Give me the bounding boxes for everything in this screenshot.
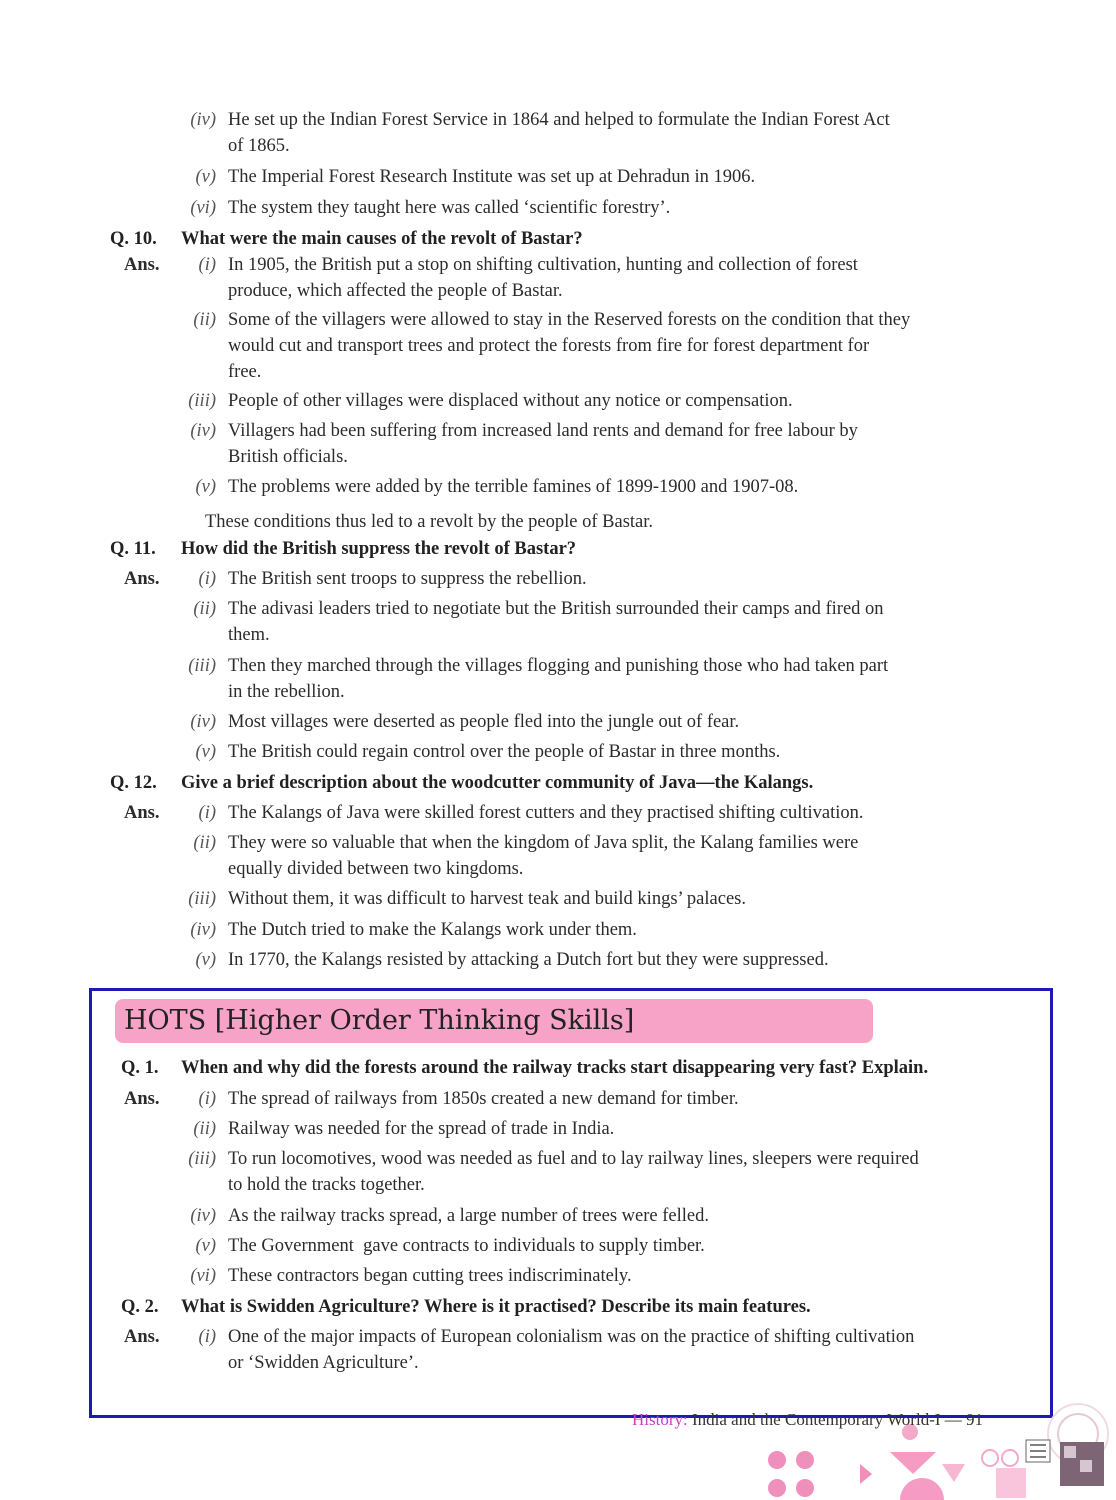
item-text: The spread of railways from 1850s created a new demand for timber.: [228, 1089, 739, 1109]
answer-note: These conditions thus led to a revolt by the people of Bastar.: [205, 512, 654, 532]
item-number: (i): [198, 1089, 216, 1109]
triangle-decoration: [890, 1452, 936, 1474]
item-number: (i): [198, 803, 216, 823]
item-text: He set up the Indian Forest Service in 1864 and helped to formulate the Indian Forest Act of 1865.: [228, 110, 890, 156]
item-text: The British could regain control over the people of Bastar in three months.: [228, 742, 781, 762]
item-number: (i): [198, 1327, 216, 1347]
item-number: (iii): [188, 889, 216, 909]
dot-decoration: [796, 1451, 814, 1469]
item-number: (ii): [193, 310, 216, 330]
answer-label: Ans.: [124, 803, 160, 823]
footer-subject: History:: [632, 1410, 688, 1429]
item-text: The Imperial Forest Research Institute was set up at Dehradun in 1906.: [228, 167, 756, 187]
footer-separator: —: [940, 1410, 967, 1429]
item-number: (iv): [190, 1206, 216, 1226]
item-text: The British sent troops to suppress the rebellion.: [228, 569, 587, 589]
dot-decoration: [796, 1479, 814, 1497]
question-text: What is Swidden Agriculture? Where is it practised? Describe its main features.: [181, 1297, 811, 1317]
item-text: Without them, it was difficult to harvest teak and build kings’ palaces.: [228, 889, 746, 909]
item-number: (v): [195, 477, 216, 497]
item-text: Then they marched through the villages flogging and punishing those who had taken part in the rebellion.: [228, 656, 889, 702]
item-text: In 1905, the British put a stop on shifting cultivation, hunting and collection of forest produce, which affected the people of Bastar.: [228, 255, 858, 301]
answer-label: Ans.: [124, 1089, 160, 1109]
item-number: (i): [198, 255, 216, 275]
item-number: (v): [195, 950, 216, 970]
item-text: The adivasi leaders tried to negotiate but the British surrounded their camps and fired on them.: [228, 599, 884, 645]
item-number: (iii): [188, 1149, 216, 1169]
question-number: Q. 12.: [110, 773, 157, 793]
item-text: One of the major impacts of European colonialism was on the practice of shifting cultivation or ‘Swidden Agriculture’.: [228, 1327, 915, 1373]
item-text: They were so valuable that when the kingdom of Java split, the Kalang families were equally divided between two kingdoms.: [228, 833, 859, 879]
question-text: How did the British suppress the revolt of Bastar?: [181, 539, 577, 559]
item-number: (iii): [188, 656, 216, 676]
item-number: (ii): [193, 599, 216, 619]
item-number: (iv): [190, 712, 216, 732]
item-text: These contractors began cutting trees indiscriminately.: [228, 1266, 632, 1286]
item-text: Railway was needed for the spread of trade in India.: [228, 1119, 615, 1139]
item-number: (v): [195, 1236, 216, 1256]
item-text: The Kalangs of Java were skilled forest cutters and they practised shifting cultivation.: [228, 803, 864, 823]
item-number: (iv): [190, 920, 216, 940]
dot-decoration: [768, 1479, 786, 1497]
item-text: The Government gave contracts to individuals to supply timber.: [228, 1236, 705, 1256]
footer-book-title: India and the Contemporary World-I: [687, 1410, 941, 1429]
question-text: What were the main causes of the revolt of Bastar?: [181, 229, 583, 249]
dot-decoration: [768, 1451, 786, 1469]
question-number: Q. 2.: [121, 1297, 159, 1317]
item-text: To run locomotives, wood was needed as fuel and to lay railway lines, sleepers were required to hold the tracks together.: [228, 1149, 919, 1195]
ring-decoration: [982, 1450, 998, 1466]
item-text: People of other villages were displaced without any notice or compensation.: [228, 391, 793, 411]
item-number: (iv): [190, 421, 216, 441]
item-number: (i): [198, 569, 216, 589]
item-number: (v): [195, 167, 216, 187]
item-number: (v): [195, 742, 216, 762]
triangle-decoration: [860, 1464, 872, 1484]
item-number: (vi): [190, 1266, 216, 1286]
item-text: Some of the villagers were allowed to stay in the Reserved forests on the condition that they would cut and transport trees and protect the forests from fire for forest department for free.: [228, 310, 911, 382]
question-number: Q. 1.: [121, 1058, 159, 1078]
item-text: The system they taught here was called ‘scientific forestry’.: [228, 198, 671, 218]
answer-label: Ans.: [124, 1327, 160, 1347]
question-number: Q. 11.: [110, 539, 156, 559]
item-text: In 1770, the Kalangs resisted by attacking a Dutch fort but they were suppressed.: [228, 950, 829, 970]
item-text: The Dutch tried to make the Kalangs work under them.: [228, 920, 637, 940]
item-number: (vi): [190, 198, 216, 218]
item-text: Most villages were deserted as people fled into the jungle out of fear.: [228, 712, 740, 732]
triangle-decoration: [942, 1464, 965, 1482]
item-text: Villagers had been suffering from increased land rents and demand for free labour by British officials.: [228, 421, 858, 467]
semicircle-decoration: [900, 1478, 944, 1500]
item-number: (iv): [190, 110, 216, 130]
question-number: Q. 10.: [110, 229, 157, 249]
hots-title: HOTS [Higher Order Thinking Skills]: [115, 999, 873, 1043]
item-text: As the railway tracks spread, a large number of trees were felled.: [228, 1206, 709, 1226]
page-footer: [632, 1408, 983, 1432]
item-number: (ii): [193, 833, 216, 853]
page-number: 91: [966, 1410, 984, 1429]
item-text: The problems were added by the terrible famines of 1899-1900 and 1907-08.: [228, 477, 799, 497]
question-text: When and why did the forests around the railway tracks start disappearing very fast? Explain.: [181, 1058, 929, 1078]
answer-label: Ans.: [124, 569, 160, 589]
answer-label: Ans.: [124, 255, 160, 275]
question-text: Give a brief description about the woodcutter community of Java—the Kalangs.: [181, 773, 814, 793]
item-number: (iii): [188, 391, 216, 411]
ring-decoration: [1002, 1450, 1018, 1466]
square-decoration: [996, 1468, 1026, 1498]
item-number: (ii): [193, 1119, 216, 1139]
